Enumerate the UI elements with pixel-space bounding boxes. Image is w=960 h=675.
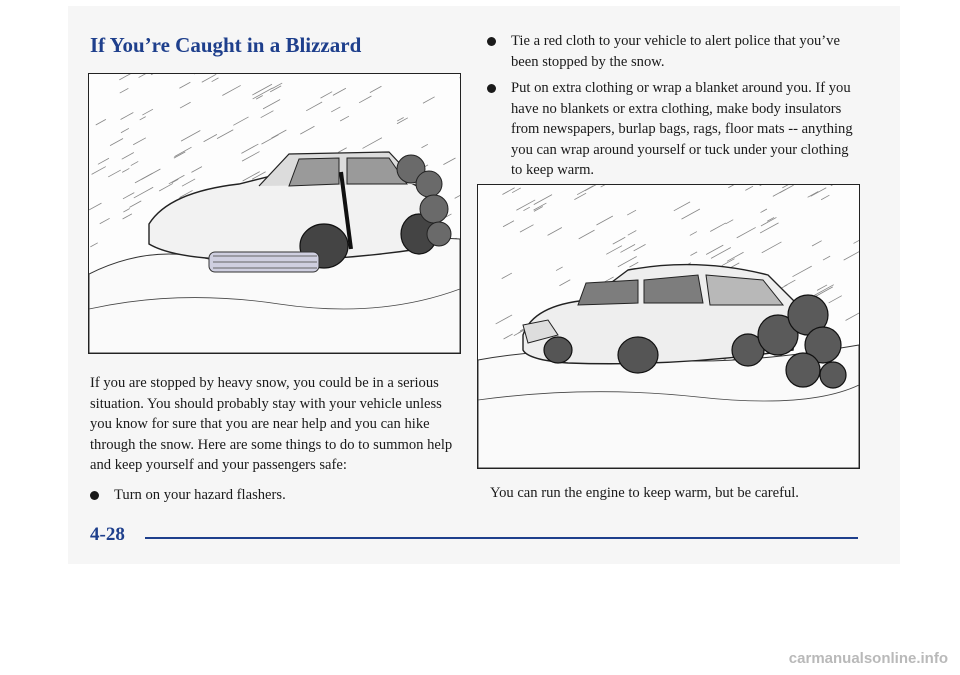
- page-title: If You’re Caught in a Blizzard: [90, 33, 362, 57]
- list-item: [487, 78, 859, 181]
- bullet-icon: [487, 84, 496, 93]
- footer-rule: [145, 537, 858, 539]
- list-item: [487, 31, 859, 72]
- bullet-text: Put on extra clothing or wrap a blanket around you. If you have no blankets or extra clothing, make body insulators from newspapers, burlap bags, rags, floor mats -- anything you can wrap around yourself or tuck under your clothing to keep warm.: [511, 80, 853, 178]
- right-bullet-list: [487, 31, 859, 187]
- bullet-text: Tie a red cloth to your vehicle to alert police that you’ve been stopped by the snow.: [511, 33, 840, 70]
- bullet-icon: [90, 491, 99, 500]
- illustration-car-in-snowdrift: [88, 73, 461, 354]
- bullet-text: Turn on your hazard flashers.: [114, 487, 286, 503]
- left-bullet-list: [90, 485, 462, 512]
- intro-paragraph: If you are stopped by heavy snow, you could be in a serious situation. You should probably stay with your vehicle unless you know for sure that you are near help and you can hike through the snow. Here are some things to do to summon help and keep yourself and your passengers safe:: [90, 375, 453, 473]
- figure-caption: You can run the engine to keep warm, but be careful.: [490, 485, 799, 501]
- bullet-icon: [487, 37, 496, 46]
- watermark: carmanualsonline.info: [788, 650, 948, 667]
- page-number: 4-28: [90, 524, 125, 545]
- illustration-car-running-engine: [477, 184, 860, 469]
- list-item: [90, 485, 462, 506]
